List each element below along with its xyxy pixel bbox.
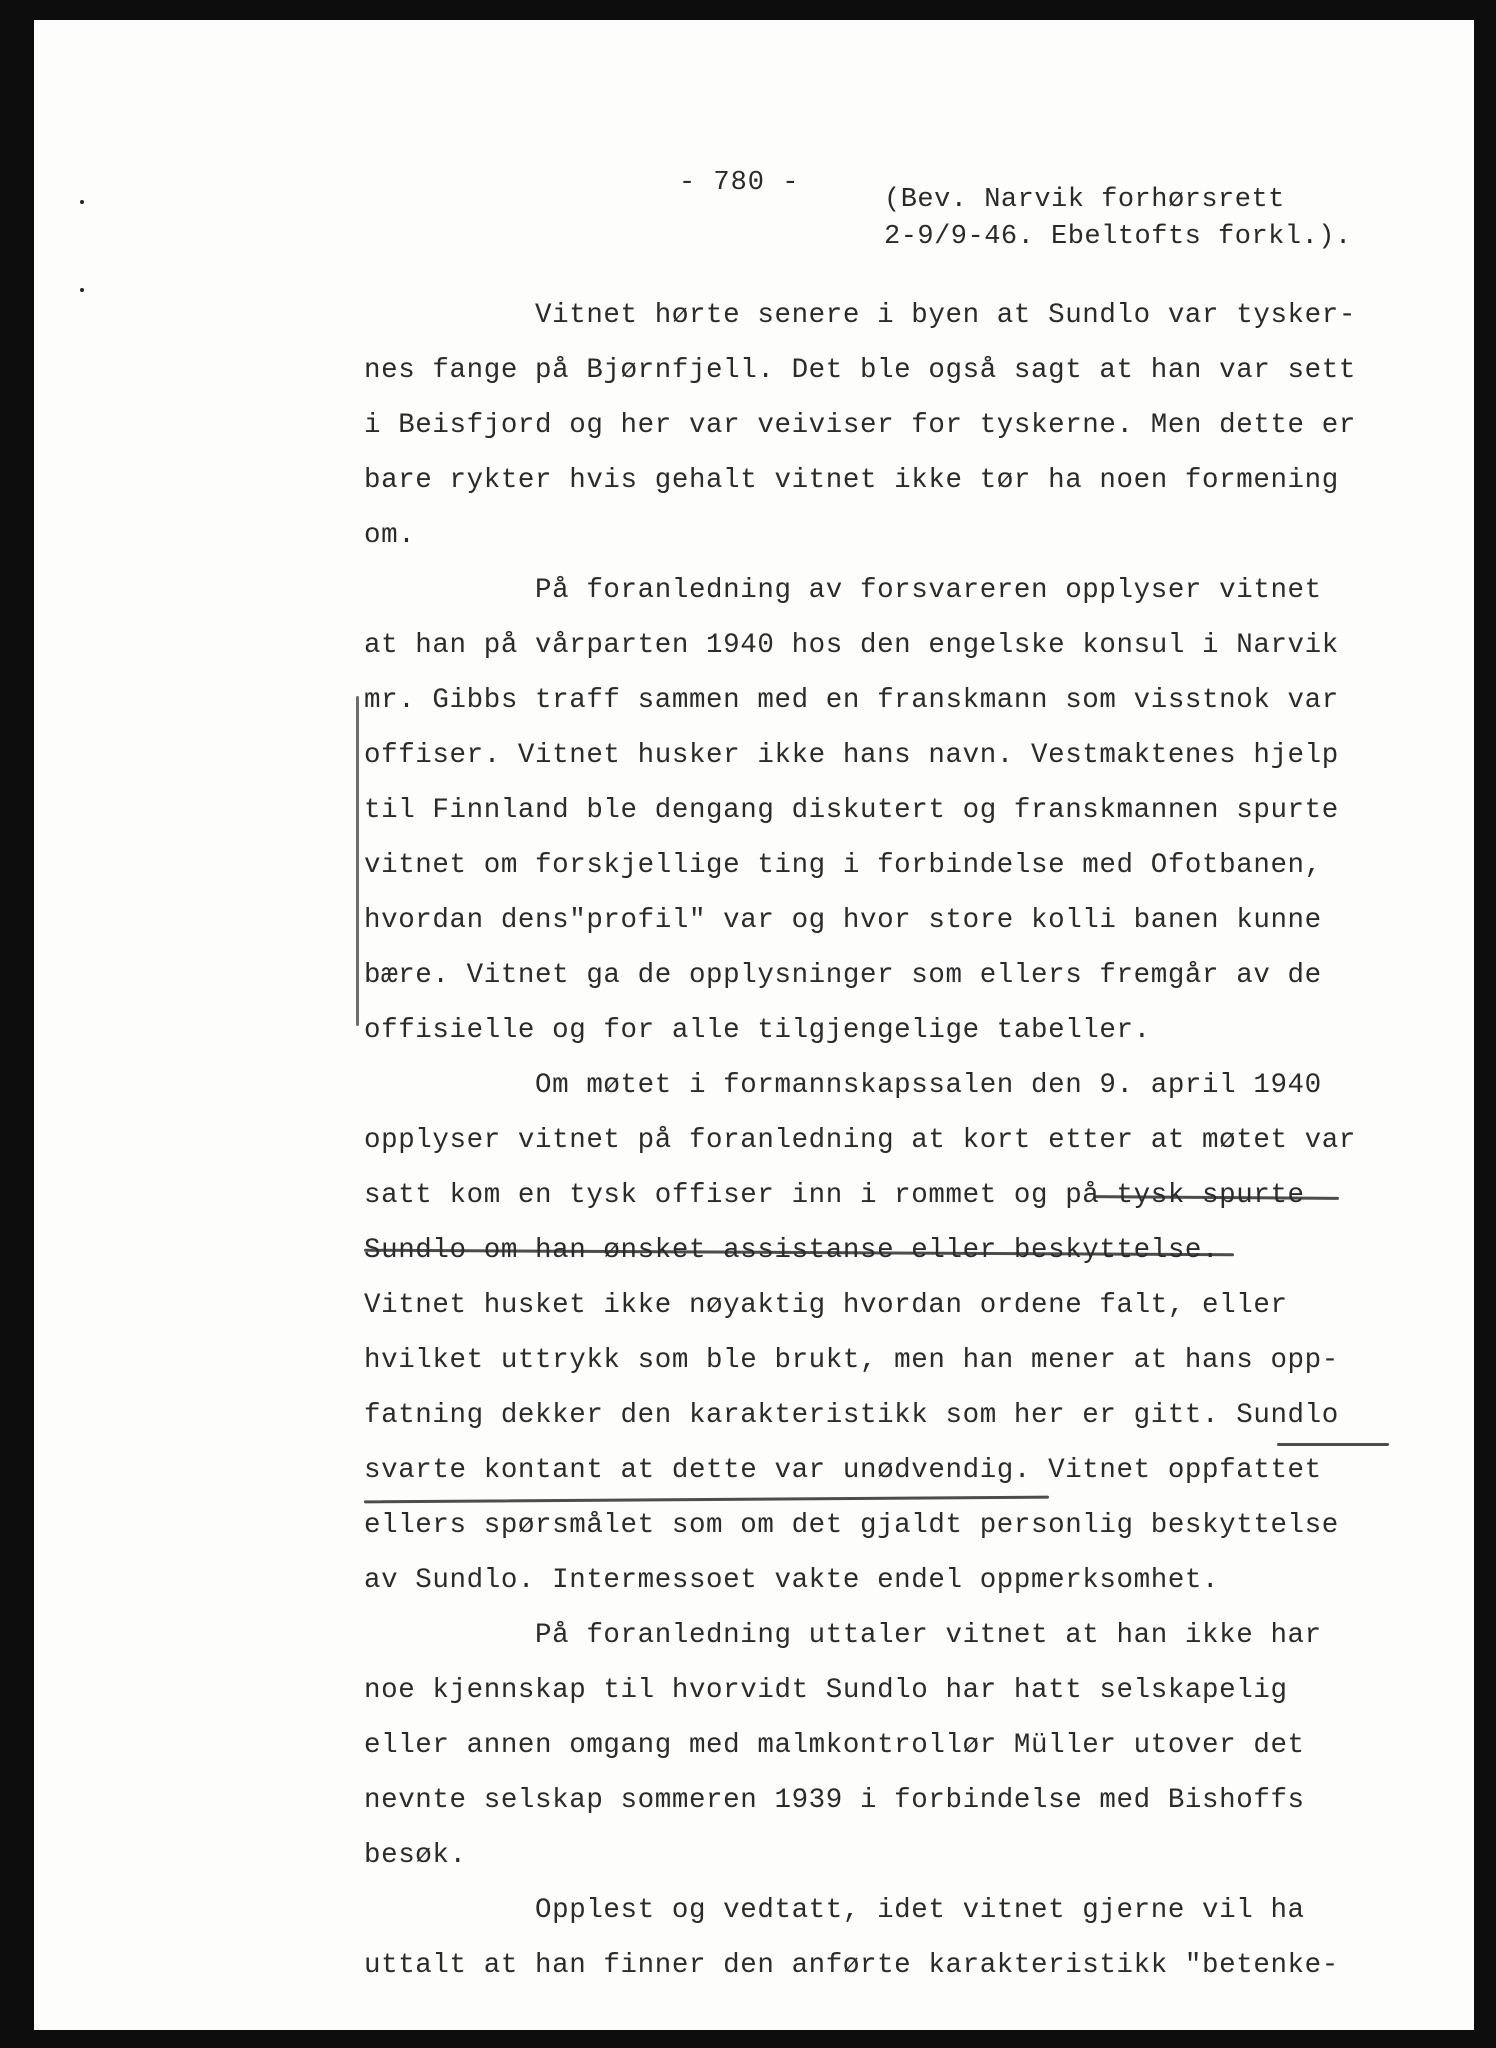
text-line: svarte kontant at dette var unødvendig. Vitnet oppfattet <box>364 1455 1322 1486</box>
text-line: Vitnet hørte senere i byen at Sundlo var tysker- <box>364 300 1356 331</box>
text-line: uttalt at han finner den anførte karakteristikk "betenke- <box>364 1950 1339 1981</box>
document-page <box>34 20 1474 2030</box>
reference-line: (Bev. Narvik forhørsrett <box>884 185 1285 215</box>
text-line: satt kom en tysk offiser inn i rommet og på tysk spurte <box>364 1180 1305 1211</box>
text-line: vitnet om forskjellige ting i forbindelse med Ofotbanen, <box>364 850 1322 881</box>
text-line: Sundlo om han ønsket assistanse eller beskyttelse. <box>364 1235 1220 1266</box>
text-line: opplyser vitnet på foranledning at kort etter at møtet var <box>364 1125 1356 1156</box>
text-line: På foranledning uttaler vitnet at han ikke har <box>364 1620 1322 1651</box>
text-line: eller annen omgang med malmkontrollør Müller utover det <box>364 1730 1305 1761</box>
text-line: av Sundlo. Intermessoet vakte endel oppmerksomhet. <box>364 1565 1220 1596</box>
reference-line: 2-9/9-46. Ebeltofts forkl.). <box>884 222 1352 252</box>
text-line: offiser. Vitnet husker ikke hans navn. Vestmaktenes hjelp <box>364 740 1339 771</box>
text-line: besøk. <box>364 1840 467 1871</box>
text-line: nes fange på Bjørnfjell. Det ble også sagt at han var sett <box>364 355 1356 386</box>
punch-mark <box>80 200 84 204</box>
text-line: offisielle og for alle tilgjengelige tabeller. <box>364 1015 1151 1046</box>
text-line: hvilket uttrykk som ble brukt, men han mener at hans opp- <box>364 1345 1339 1376</box>
text-line: hvordan dens"profil" var og hvor store kolli banen kunne <box>364 905 1322 936</box>
text-line: ellers spørsmålet som om det gjaldt personlig beskyttelse <box>364 1510 1339 1541</box>
punch-mark <box>80 288 84 292</box>
text-line: bære. Vitnet ga de opplysninger som ellers fremgår av de <box>364 960 1322 991</box>
text-line: i Beisfjord og her var veiviser for tyskerne. Men dette er <box>364 410 1356 441</box>
document-body <box>364 288 1404 1993</box>
text-line: om. <box>364 520 416 551</box>
text-line: bare rykter hvis gehalt vitnet ikke tør ha noen formening <box>364 465 1339 496</box>
text-line: noe kjennskap til hvorvidt Sundlo har hatt selskapelig <box>364 1675 1288 1706</box>
text-line: mr. Gibbs traff sammen med en franskmann som visstnok var <box>364 685 1339 716</box>
margin-pencil-mark <box>356 696 359 1026</box>
text-line: fatning dekker den karakteristikk som her er gitt. Sundlo <box>364 1400 1339 1431</box>
text-line: Opplest og vedtatt, idet vitnet gjerne vil ha <box>364 1895 1305 1926</box>
text-line: nevnte selskap sommeren 1939 i forbindelse med Bishoffs <box>364 1785 1305 1816</box>
page-number: - 780 - <box>679 168 800 198</box>
text-line: Vitnet husket ikke nøyaktig hvordan ordene falt, eller <box>364 1290 1288 1321</box>
text-line: til Finnland ble dengang diskutert og franskmannen spurte <box>364 795 1339 826</box>
text-line: Om møtet i formannskapssalen den 9. april 1940 <box>364 1070 1322 1101</box>
text-line: at han på vårparten 1940 hos den engelske konsul i Narvik <box>364 630 1339 661</box>
text-line: På foranledning av forsvareren opplyser vitnet <box>364 575 1322 606</box>
case-reference <box>884 182 1352 256</box>
